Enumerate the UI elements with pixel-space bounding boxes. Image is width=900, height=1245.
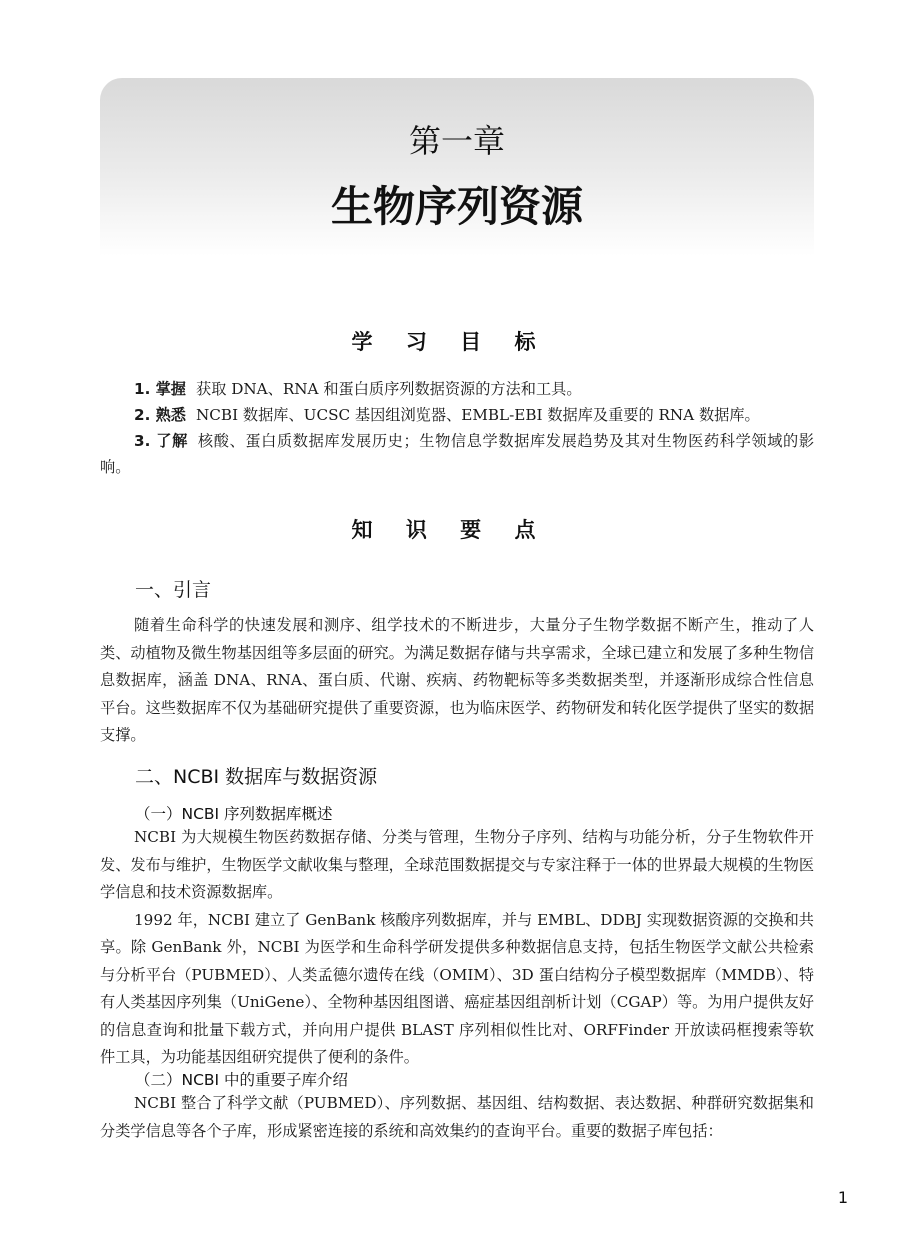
objective-item [100, 376, 814, 402]
learning-objectives-heading: 学 习 目 标 [351, 330, 549, 354]
introduction-body [100, 612, 814, 750]
chapter-header [100, 78, 814, 256]
subsection-heading-ncbi-overview: （一）NCBI 序列数据库概述 [135, 805, 333, 823]
paragraph: NCBI 整合了科学文献（PUBMED）、序列数据、基因组、结构数据、表达数据、种群研究数据集和分类学信息等各个子库，形成紧密连接的系统和高效集约的查询平台。重要的数据子库包括： [100, 1094, 814, 1140]
page-number: 1 [837, 1188, 848, 1207]
objective-text: 核酸、蛋白质数据库发展历史；生物信息学数据库发展趋势及其对生物医药科学领域的影响。 [100, 432, 815, 476]
objective-label: 1. 掌握 [134, 380, 186, 398]
paragraph: NCBI 为大规模生物医药数据存储、分类与管理，生物分子序列、结构与功能分析，分子生物软件开发、发布与维护，生物医学文献收集与整理，全球范围数据提交与专家注释于一体的世界最大规模的生物医学信息和技术资源数据库。 [100, 828, 814, 901]
objective-label: 2. 熟悉 [134, 406, 186, 424]
objectives-list [100, 376, 814, 480]
subsection-heading-ncbi-subdatabases: （二）NCBI 中的重要子库介绍 [135, 1071, 349, 1089]
knowledge-points-heading: 知 识 要 点 [351, 518, 549, 542]
chapter-title: 生物序列资源 [330, 182, 583, 231]
objective-item [100, 402, 814, 428]
paragraph: 1992 年，NCBI 建立了 GenBank 核酸序列数据库，并与 EMBL、DDBJ 实现数据资源的交换和共享。除 GenBank 外，NCBI 为医学和生命科学研发提供多种数据信息支持，包括生物医学文献公共检索与分析平台（PUBMED）、人类孟德尔遗传在线（OMIM）、3D 蛋白结构分子模型数据库（MMDB）、特有人类基因序列集（UniGene）、全物种基因组图谱、癌症基因组剖析计划（CGAP）等。为用户提供友好的信息查询和批量下载方式，并向用户提供 BLAST 序列相似性比对、ORFFinder 开放读码框搜索等软件工具，为功能基因组研究提供了便利的条件。 [100, 910, 814, 1066]
objective-item [100, 428, 814, 480]
section-heading-introduction: 一、引言 [135, 579, 212, 601]
ncbi-subdatabases-body [100, 1090, 814, 1145]
chapter-number: 第一章 [408, 122, 505, 160]
objective-text: 获取 DNA、RNA 和蛋白质序列数据资源的方法和工具。 [196, 380, 582, 398]
objective-text: NCBI 数据库、UCSC 基因组浏览器、EMBL-EBI 数据库及重要的 RNA 数据库。 [196, 406, 760, 424]
ncbi-overview-body [100, 824, 814, 1072]
objective-label: 3. 了解 [134, 432, 188, 450]
section-heading-ncbi: 二、NCBI 数据库与数据资源 [135, 766, 378, 788]
paragraph: 随着生命科学的快速发展和测序、组学技术的不断进步，大量分子生物学数据不断产生，推动了人类、动植物及微生物基因组等多层面的研究。为满足数据存储与共享需求，全球已建立和发展了多种生物信息数据库，涵盖 DNA、RNA、蛋白质、代谢、疾病、药物靶标等多类数据类型，并逐渐形成综合性信息平台。这些数据库不仅为基础研究提供了重要资源，也为临床医学、药物研发和转化医学提供了坚实的数据支撑。 [100, 616, 814, 744]
